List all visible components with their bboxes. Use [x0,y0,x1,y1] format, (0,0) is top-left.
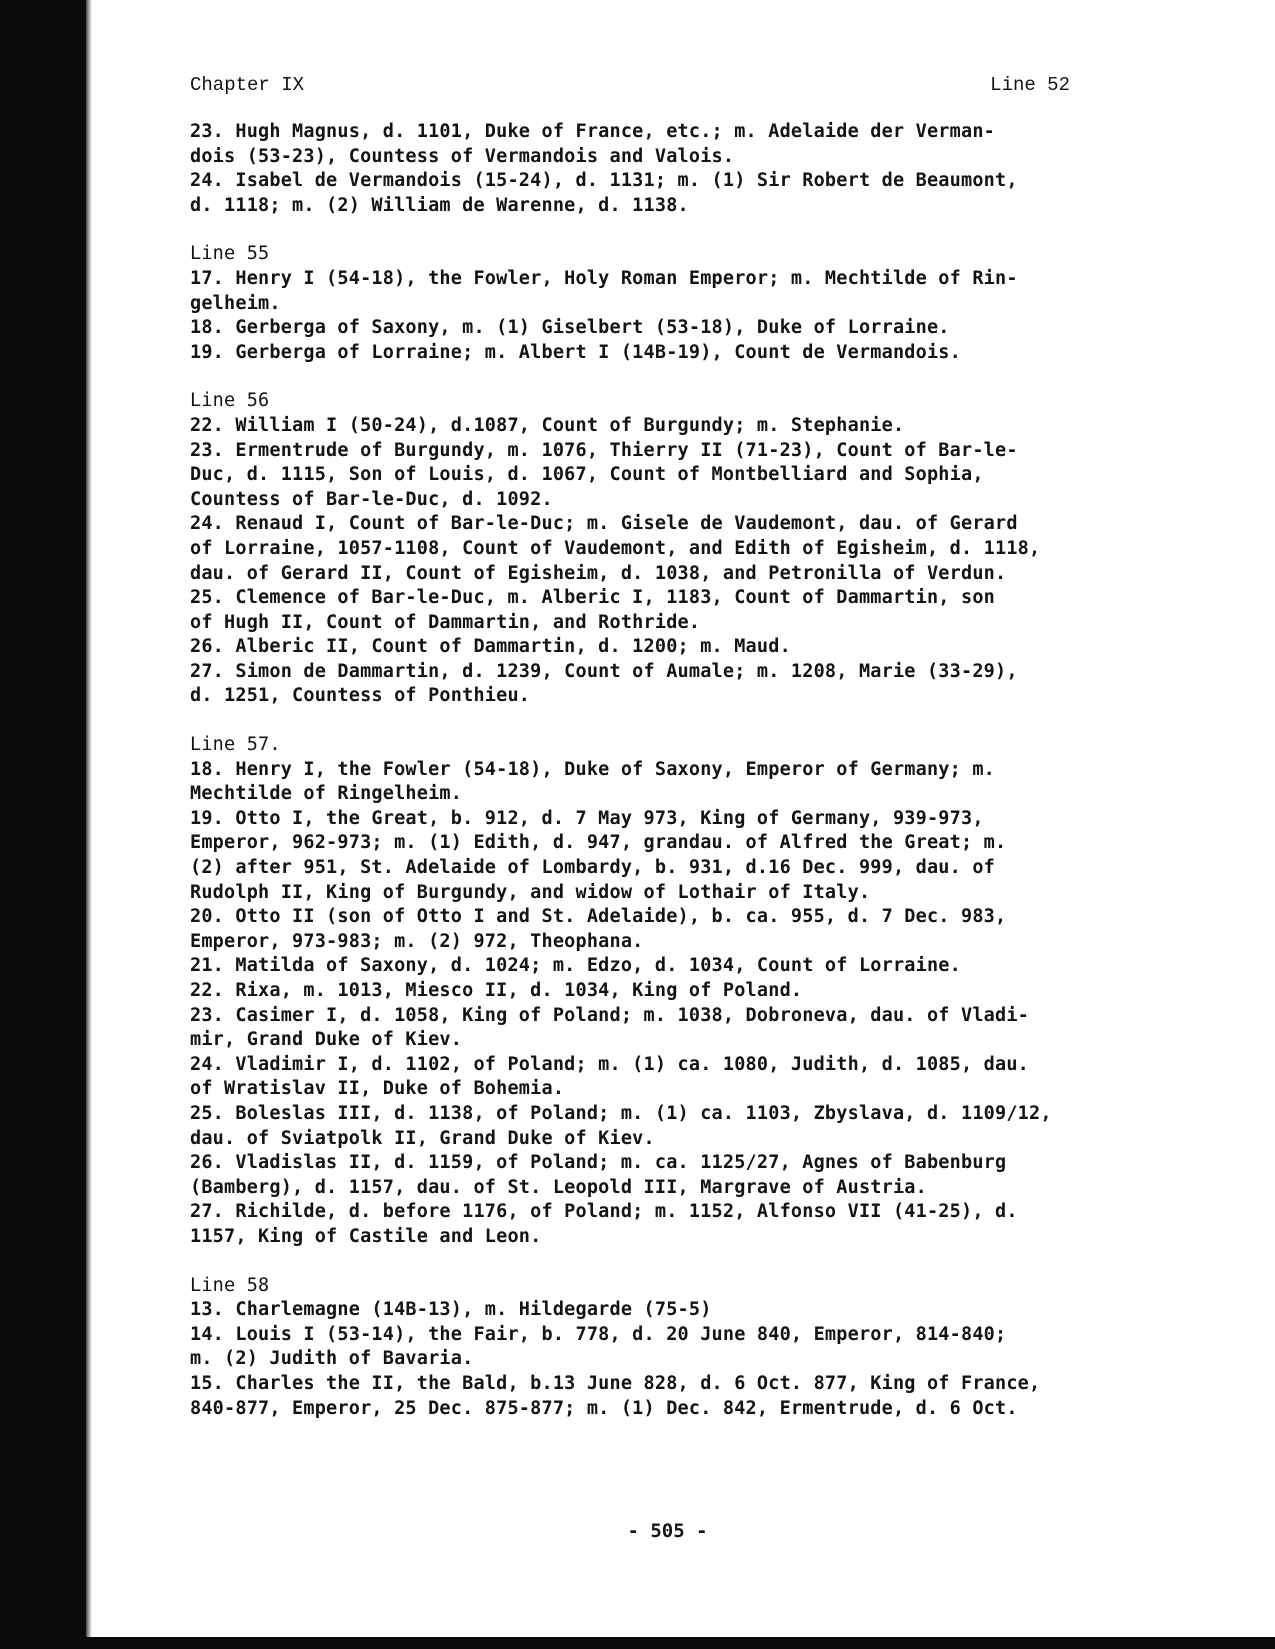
genealogy-sections [190,120,1150,1421]
text-line: d. 1118; m. (2) William de Warenne, d. 1138. [190,194,689,216]
text-line: 21. Matilda of Saxony, d. 1024; m. Edzo, d. 1034, Count of Lorraine. [190,955,961,977]
chapter-label: Chapter IX [190,74,305,96]
text-line: of Hugh II, Count of Dammartin, and Rothride. [190,611,701,633]
text-line: 1157, King of Castile and Leon. [190,1225,542,1247]
text-line: 15. Charles the II, the Bald, b.13 June 828, d. 6 Oct. 877, King of France, [190,1372,1041,1394]
text-line: 25. Clemence of Bar-le-Duc, m. Alberic I, 1183, Count of Dammartin, son [190,587,995,609]
document-page [190,74,1150,1445]
page-header [190,74,1070,96]
text-line: of Wratislav II, Duke of Bohemia. [190,1078,565,1100]
genealogy-section [190,1274,1150,1422]
text-line: Duc, d. 1115, Son of Louis, d. 1067, Count of Montbelliard and Sophia, [190,464,984,486]
text-line: d. 1251, Countess of Ponthieu. [190,685,531,707]
text-line: 27. Simon de Dammartin, d. 1239, Count of Aumale; m. 1208, Marie (33-29), [190,660,1018,682]
text-line: Emperor, 962-973; m. (1) Edith, d. 947, grandau. of Alfred the Great; m. [190,832,1007,854]
text-line: (2) after 951, St. Adelaide of Lombardy, b. 931, d.16 Dec. 999, dau. of [190,857,995,879]
text-line: 23. Casimer I, d. 1058, King of Poland; m. 1038, Dobroneva, dau. of Vladi- [190,1004,1030,1026]
text-line: Mechtilde of Ringelheim. [190,783,463,805]
text-line: m. (2) Judith of Bavaria. [190,1348,474,1370]
text-line: Emperor, 973-983; m. (2) 972, Theophana. [190,930,644,952]
text-line: dau. of Gerard II, Count of Egisheim, d. 1038, and Petronilla of Verdun. [190,562,1007,584]
text-line: 23. Hugh Magnus, d. 1101, Duke of France, etc.; m. Adelaide der Verman- [190,121,995,142]
genealogy-section [190,242,1150,365]
text-line: 18. Henry I, the Fowler (54-18), Duke of Saxony, Emperor of Germany; m. [190,758,995,780]
text-line: 19. Gerberga of Lorraine; m. Albert I (14B-19), Count de Vermandois. [190,341,961,363]
text-line: 22. Rixa, m. 1013, Miesco II, d. 1034, King of Poland. [190,980,803,1001]
scan-edge-bottom [0,1637,1275,1649]
genealogy-section [190,733,1150,1249]
text-line: 14. Louis I (53-14), the Fair, b. 778, d. 20 June 840, Emperor, 814-840; [190,1323,1007,1345]
text-line: 24. Isabel de Vermandois (15-24), d. 1131; m. (1) Sir Robert de Beaumont, [190,170,1018,192]
text-line: gelheim. [190,292,281,314]
text-line: (Bamberg), d. 1157, dau. of St. Leopold III, Margrave of Austria. [190,1176,927,1198]
scan-edge-left [0,0,86,1649]
text-line: 26. Alberic II, Count of Dammartin, d. 1200; m. Maud. [190,636,791,658]
text-line: 20. Otto II (son of Otto I and St. Adelaide), b. ca. 955, d. 7 Dec. 983, [190,906,1007,928]
line-label: Line 52 [990,74,1070,96]
genealogy-section [190,120,1150,218]
section-title: Line 57. [190,734,281,756]
text-line: Rudolph II, King of Burgundy, and widow of Lothair of Italy. [190,881,871,903]
text-line: mir, Grand Duke of Kiev. [190,1029,463,1051]
text-line: 25. Boleslas III, d. 1138, of Poland; m. (1) ca. 1103, Zbyslava, d. 1109/12, [190,1102,1052,1124]
text-line: Countess of Bar-le-Duc, d. 1092. [190,488,553,510]
text-line: of Lorraine, 1057-1108, Count of Vaudemont, and Edith of Egisheim, d. 1118, [190,537,1041,559]
text-line: 840-877, Emperor, 25 Dec. 875-877; m. (1) Dec. 842, Ermentrude, d. 6 Oct. [190,1397,1018,1419]
text-line: 22. William I (50-24), d.1087, Count of Burgundy; m. Stephanie. [190,414,905,436]
section-title: Line 58 [190,1274,270,1296]
text-line: 13. Charlemagne (14B-13), m. Hildegarde (75-5) [190,1299,712,1321]
section-title: Line 55 [190,243,270,265]
text-line: 17. Henry I (54-18), the Fowler, Holy Roman Emperor; m. Mechtilde of Rin- [190,267,1018,289]
genealogy-section [190,389,1150,709]
page-footer [0,1520,1275,1542]
text-line: 24. Renaud I, Count of Bar-le-Duc; m. Gisele de Vaudemont, dau. of Gerard [190,513,1018,535]
text-line: 23. Ermentrude of Burgundy, m. 1076, Thierry II (71-23), Count of Bar-le- [190,439,1018,461]
text-line: 27. Richilde, d. before 1176, of Poland; m. 1152, Alfonso VII (41-25), d. [190,1201,1018,1223]
text-line: dois (53-23), Countess of Vermandois and Valois. [190,145,735,167]
text-line: 24. Vladimir I, d. 1102, of Poland; m. (1) ca. 1080, Judith, d. 1085, dau. [190,1053,1030,1075]
section-title: Line 56 [190,390,270,412]
text-line: 19. Otto I, the Great, b. 912, d. 7 May 973, King of Germany, 939-973, [190,807,984,829]
text-line: 26. Vladislas II, d. 1159, of Poland; m. ca. 1125/27, Agnes of Babenburg [190,1152,1007,1174]
text-line: 18. Gerberga of Saxony, m. (1) Giselbert (53-18), Duke of Lorraine. [190,317,950,339]
text-line: dau. of Sviatpolk II, Grand Duke of Kiev. [190,1127,655,1149]
page-number: - 505 - [627,1520,708,1542]
